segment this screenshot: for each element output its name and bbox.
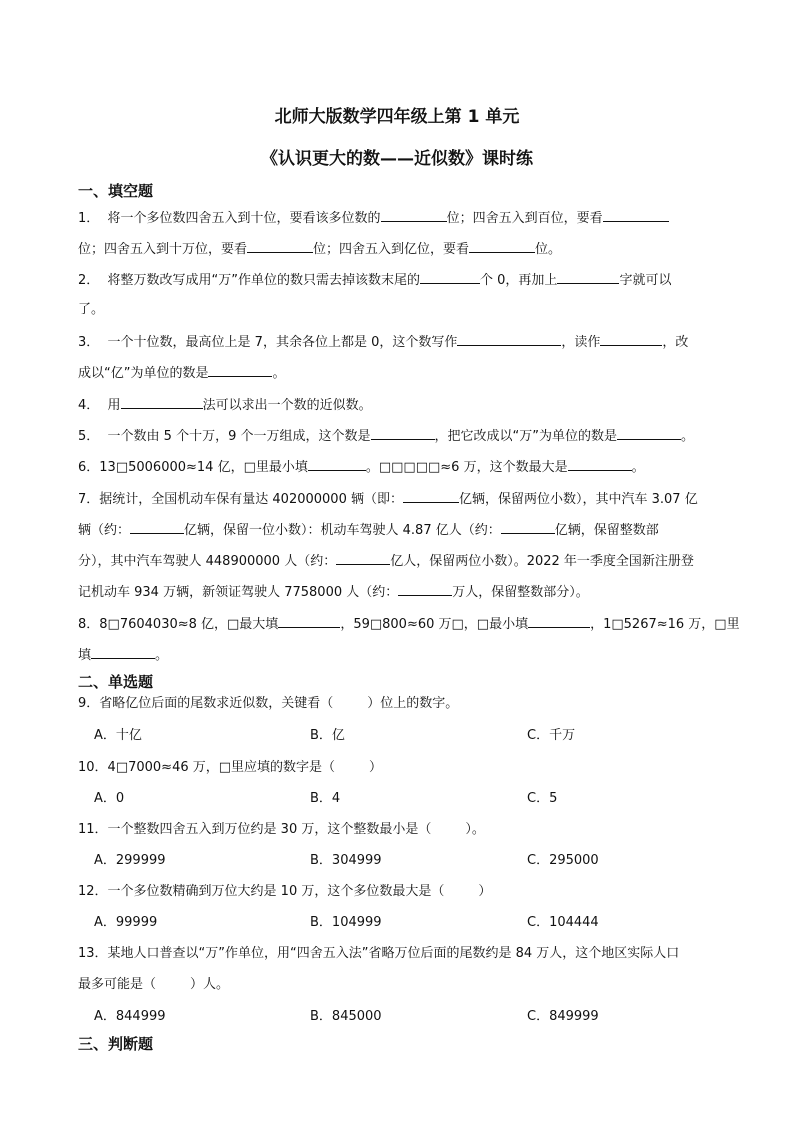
question-number: 4． xyxy=(78,398,100,413)
question-text: 13□5006000≈14 亿，□里最小填 xyxy=(99,460,308,475)
question-text: ，读作 xyxy=(561,335,601,350)
answer-blank[interactable] xyxy=(457,331,561,346)
question-11 xyxy=(78,820,750,840)
answer-blank[interactable] xyxy=(308,456,366,471)
answer-blank[interactable] xyxy=(603,207,669,222)
question-number: 3． xyxy=(78,335,100,350)
question-3-line-1 xyxy=(78,331,750,353)
question-text: 万人，保留整数部分）。 xyxy=(452,585,589,600)
question-7-line-2 xyxy=(78,519,750,541)
option-b[interactable]: B．4 xyxy=(310,791,341,806)
question-text: 8□7604030≈8 亿，□最大填 xyxy=(99,617,279,632)
question-text: 亿辆，保留整数部 xyxy=(554,523,659,538)
question-text: 12．一个多位数精确到万位大约是 10 万，这个多位数最大是（ xyxy=(78,884,445,899)
question-text: 个 0，再加上 xyxy=(480,273,558,288)
answer-blank[interactable] xyxy=(381,207,447,222)
option-a[interactable]: A．844999 xyxy=(94,1009,166,1024)
answer-blank[interactable] xyxy=(278,613,340,628)
question-text: 用 xyxy=(107,398,121,413)
answer-blank[interactable] xyxy=(617,425,681,440)
option-b[interactable]: B．亿 xyxy=(310,728,345,743)
question-7-line-4 xyxy=(78,581,750,603)
option-a[interactable]: A．99999 xyxy=(94,915,158,930)
question-text: 。□□□□□≈6 万，这个数最大是 xyxy=(365,460,568,475)
answer-blank[interactable] xyxy=(247,238,313,253)
question-text: 位；四舍五入到十万位，要看 xyxy=(78,242,248,257)
answer-blank[interactable] xyxy=(336,550,390,565)
answer-blank[interactable] xyxy=(130,519,184,534)
question-13-line-1 xyxy=(78,944,750,964)
answer-blank[interactable] xyxy=(501,519,555,534)
option-b[interactable]: B．104999 xyxy=(310,915,382,930)
question-text: ） xyxy=(478,884,492,899)
question-text: ，1□5267≈16 万，□里 xyxy=(590,617,740,632)
section-heading-single-choice: 二、单选题 xyxy=(78,673,154,691)
question-text: 据统计，全国机动车保有量达 402000000 辆（即： xyxy=(99,492,403,507)
question-text: 11．一个整数四舍五入到万位约是 30 万，这个整数最小是（ xyxy=(78,822,432,837)
answer-blank[interactable] xyxy=(420,269,480,284)
question-number: 7． xyxy=(78,492,100,507)
question-text: 13．某地人口普查以“万”作单位，用“四舍五入法”省略万位后面的尾数约是 84 万人，这个地区实际人口 xyxy=(78,946,680,961)
question-7-line-1 xyxy=(78,488,750,510)
question-text: ，改 xyxy=(662,335,689,350)
question-text: 位。 xyxy=(535,242,562,257)
question-2-line-2 xyxy=(78,300,750,320)
question-13-line-2 xyxy=(78,975,750,995)
answer-blank[interactable] xyxy=(398,581,452,596)
question-text: 。 xyxy=(680,429,694,444)
question-text: 一个十位数，最高位上是 7，其余各位上都是 0，这个数写作 xyxy=(107,335,458,350)
option-a[interactable]: A．0 xyxy=(94,791,125,806)
question-number: 6． xyxy=(78,460,100,475)
question-text: 将一个多位数四舍五入到十位，要看该多位数的 xyxy=(107,211,381,226)
question-text: 亿辆，保留两位小数），其中汽车 3.07 亿 xyxy=(459,492,698,507)
answer-blank[interactable] xyxy=(557,269,619,284)
question-text: 最多可能是（ xyxy=(78,977,157,992)
question-text: 字就可以 xyxy=(619,273,672,288)
question-2-line-1 xyxy=(78,269,750,291)
question-text: 将整万数改写成用“万”作单位的数只需去掉该数末尾的 xyxy=(107,273,421,288)
question-6 xyxy=(78,456,750,478)
section-heading-judgement: 三、判断题 xyxy=(78,1035,154,1053)
question-7-line-3 xyxy=(78,550,750,572)
question-text: ）人。 xyxy=(190,977,230,992)
option-c[interactable]: C．千万 xyxy=(527,728,576,743)
question-12 xyxy=(78,882,750,902)
answer-blank[interactable] xyxy=(403,488,459,503)
question-number: 5． xyxy=(78,429,100,444)
option-b[interactable]: B．845000 xyxy=(310,1009,382,1024)
question-text: 。 xyxy=(272,366,286,381)
answer-blank[interactable] xyxy=(469,238,535,253)
question-text: 位；四舍五入到百位，要看 xyxy=(446,211,603,226)
question-text: ） xyxy=(369,760,383,775)
question-text: 记机动车 934 万辆，新领证驾驶人 7758000 人（约： xyxy=(78,585,399,600)
question-number: 8． xyxy=(78,617,100,632)
worksheet-subtitle: 《认识更大的数——近似数》课时练 xyxy=(261,149,533,169)
question-9 xyxy=(78,694,750,714)
question-8-line-2 xyxy=(78,644,750,666)
option-c[interactable]: C．849999 xyxy=(527,1009,599,1024)
question-text: 分），其中汽车驾驶人 448900000 人（约： xyxy=(78,554,337,569)
question-text: 一个数由 5 个十万，9 个一万组成，这个数是 xyxy=(107,429,371,444)
option-c[interactable]: C．295000 xyxy=(527,853,599,868)
answer-blank[interactable] xyxy=(208,362,272,377)
worksheet-title: 北师大版数学四年级上第 1 单元 xyxy=(274,107,520,127)
question-number: 1． xyxy=(78,211,100,226)
question-text: 辆（约： xyxy=(78,523,131,538)
answer-blank[interactable] xyxy=(600,331,662,346)
question-text: ，59□800≈60 万□，□最小填 xyxy=(340,617,529,632)
question-text: 亿辆，保留一位小数）：机动车驾驶人 4.87 亿人（约： xyxy=(184,523,501,538)
question-text: ，把它改成以“万”为单位的数是 xyxy=(434,429,617,444)
question-text: 9．省略亿位后面的尾数求近似数，关键看（ xyxy=(78,696,334,711)
option-c[interactable]: C．5 xyxy=(527,791,558,806)
question-text: 填 xyxy=(78,648,92,663)
question-4 xyxy=(78,394,750,416)
section-heading-fill-blank: 一、填空题 xyxy=(78,182,154,200)
question-text: ）位上的数字。 xyxy=(367,696,459,711)
option-b[interactable]: B．304999 xyxy=(310,853,382,868)
question-5 xyxy=(78,425,750,447)
answer-blank[interactable] xyxy=(528,613,590,628)
question-text: ）。 xyxy=(465,822,485,837)
question-text: 了。 xyxy=(78,302,105,317)
question-text: 法可以求出一个数的近似数。 xyxy=(202,398,372,413)
question-text: 10．4□7000≈46 万，□里应填的数字是（ xyxy=(78,760,336,775)
question-text: 。 xyxy=(631,460,645,475)
question-text: 位；四舍五入到亿位，要看 xyxy=(313,242,470,257)
answer-blank[interactable] xyxy=(371,425,435,440)
answer-blank[interactable] xyxy=(568,456,632,471)
option-a[interactable]: A．十亿 xyxy=(94,728,142,743)
question-text: 亿人，保留两位小数）。2022 年一季度全国新注册登 xyxy=(390,554,694,569)
option-c[interactable]: C．104444 xyxy=(527,915,599,930)
question-number: 2． xyxy=(78,273,100,288)
answer-blank[interactable] xyxy=(121,394,203,409)
question-3-line-2 xyxy=(78,362,750,384)
question-8-line-1 xyxy=(78,613,750,635)
question-1-line-2 xyxy=(78,238,750,260)
question-text: 成以“亿”为单位的数是 xyxy=(78,366,209,381)
question-10 xyxy=(78,758,750,778)
question-1-line-1 xyxy=(78,207,750,229)
option-a[interactable]: A．299999 xyxy=(94,853,166,868)
question-text: 。 xyxy=(155,648,169,663)
answer-blank[interactable] xyxy=(91,644,155,659)
